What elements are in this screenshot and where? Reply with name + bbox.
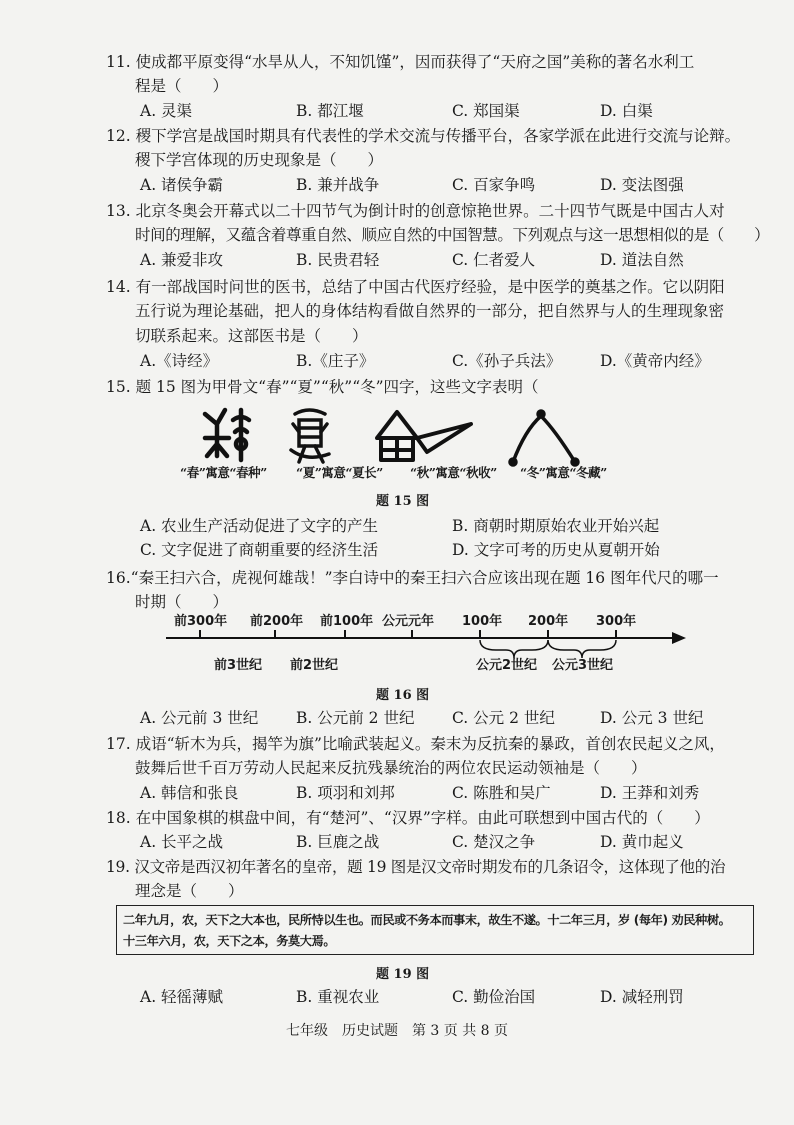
q15-option-c: C. 文字促进了商朝重要的经济生活	[140, 541, 379, 559]
q11-option-d: D. 白渠	[600, 102, 653, 120]
q16-stem-line1: 16.“秦王扫六合，虎视何雄哉！”李白诗中的秦王扫六合应该出现在题 16 图年代尺的哪一	[106, 569, 719, 587]
q17-option-c: C. 陈胜和吴广	[452, 784, 551, 802]
q11-option-c: C. 郑国渠	[452, 102, 520, 120]
q17-option-b: B. 项羽和刘邦	[296, 784, 395, 802]
timeline-tick-label: 300年	[596, 614, 637, 629]
q18-option-b: B. 巨鹿之战	[296, 833, 380, 851]
edict-line2: 十三年六月，农，天下之本，务莫大焉。	[123, 934, 336, 948]
timeline-century-label: 公元2世纪	[476, 658, 538, 673]
edict-text-box	[116, 905, 754, 955]
q18-option-a: A. 长平之战	[140, 833, 224, 851]
timeline-century-label: 前2世纪	[290, 658, 339, 673]
q12-option-b: B. 兼并战争	[296, 176, 380, 194]
q13-option-b: B. 民贵君轻	[296, 251, 380, 269]
q12-option-a: A. 诸侯争霸	[140, 176, 224, 194]
page-footer: 七年级 历史试题 第 3 页 共 8 页	[285, 1023, 509, 1039]
timeline-tick-label: 前300年	[174, 614, 228, 629]
oracle-glyph-qiu	[377, 412, 471, 460]
q12-stem-line2: 稷下学宫体现的历史现象是（ ）	[135, 151, 384, 169]
q19-option-d: D. 减轻刑罚	[600, 988, 684, 1006]
glyph-caption-qiu: “秋”寓意“秋收”	[410, 465, 497, 480]
q16-figure-caption: 题 16 图	[376, 688, 430, 703]
q14-stem-line3: 切联系起来。这部医书是（ ）	[135, 327, 368, 345]
q17-option-a: A. 韩信和张良	[140, 784, 239, 802]
q17-stem-line2: 鼓舞后世千百万劳动人民起来反抗残暴统治的两位农民运动领袖是（ ）	[135, 759, 647, 777]
timeline-tick-label: 200年	[528, 614, 569, 629]
q11-option-a: A. 灵渠	[140, 102, 193, 120]
timeline-century-label: 前3世纪	[214, 658, 263, 673]
oracle-glyph-chun	[205, 410, 249, 460]
glyph-caption-dong: “冬”寓意“冬藏”	[520, 465, 607, 480]
q16-stem-line2: 时期（ ）	[135, 593, 229, 611]
q14-stem-line1: 14. 有一部战国时问世的医书，总结了中国古代医疗经验，是中医学的奠基之作。它以阴阳	[106, 278, 725, 296]
q11-stem-line2: 程是（ ）	[135, 77, 229, 95]
q15-option-d: D. 文字可考的历史从夏朝开始	[452, 541, 660, 559]
q13-stem-line2: 时间的理解，又蕴含着尊重自然、顺应自然的中国智慧。下列观点与这一思想相似的是（ ）	[135, 226, 770, 244]
q15-figure-caption: 题 15 图	[376, 494, 430, 509]
q16-option-b: B. 公元前 2 世纪	[296, 709, 415, 727]
timeline-figure	[160, 608, 690, 678]
q13-option-a: A. 兼爱非攻	[140, 251, 224, 269]
q14-stem-line2: 五行说为理论基础，把人的身体结构看做自然界的一部分，把自然界与人的生理现象密	[135, 302, 725, 320]
q18-option-c: C. 楚汉之争	[452, 833, 536, 851]
q16-option-c: C. 公元 2 世纪	[452, 709, 555, 727]
q19-option-b: B. 重视农业	[296, 988, 380, 1006]
q13-option-c: C. 仁者爱人	[452, 251, 536, 269]
q19-figure-caption: 题 19 图	[376, 967, 430, 982]
timeline-tick-label: 100年	[462, 614, 503, 629]
q16-option-d: D. 公元 3 世纪	[600, 709, 704, 727]
q19-option-a: A. 轻徭薄赋	[140, 988, 224, 1006]
q11-option-b: B. 都江堰	[296, 102, 364, 120]
q12-stem-line1: 12. 稷下学宫是战国时期具有代表性的学术交流与传播平台，各家学派在此进行交流与论辩。	[106, 127, 741, 145]
q15-option-b: B. 商朝时期原始农业开始兴起	[452, 517, 660, 535]
q14-option-a: A.《诗经》	[140, 352, 219, 370]
q17-stem-line1: 17. 成语“斩木为兵，揭竿为旗”比喻武装起义。秦末为反抗秦的暴政，首创农民起义之风，	[106, 735, 725, 753]
q13-stem-line1: 13. 北京冬奥会开幕式以二十四节气为倒计时的创意惊艳世界。二十四节气既是中国古人对	[106, 202, 725, 220]
q14-option-d: D.《黄帝内经》	[600, 352, 710, 370]
q16-option-a: A. 公元前 3 世纪	[140, 709, 259, 727]
q14-option-c: C.《孙子兵法》	[452, 352, 562, 370]
q17-option-d: D. 王莽和刘秀	[600, 784, 700, 802]
oracle-bone-glyphs-figure	[195, 400, 605, 470]
timeline-tick-label: 前100年	[320, 614, 374, 629]
timeline-century-label: 公元3世纪	[552, 658, 614, 673]
glyph-caption-chun: “春”寓意“春种”	[180, 465, 267, 480]
q19-stem-line1: 19. 汉文帝是西汉初年著名的皇帝，题 19 图是汉文帝时期发布的几条诏令，这体现了他的治	[106, 858, 726, 876]
glyph-caption-xia: “夏”寓意“夏长”	[296, 465, 383, 480]
q18-option-d: D. 黄巾起义	[600, 833, 684, 851]
q14-option-b: B.《庄子》	[296, 352, 375, 370]
q19-option-c: C. 勤俭治国	[452, 988, 536, 1006]
q19-stem-line2: 理念是（ ）	[135, 882, 244, 900]
edict-line1: 二年九月，农，天下之大本也，民所恃以生也。而民或不务本而事末，故生不遂。十二年三月，岁 (每年) 劝民种树。	[123, 913, 731, 927]
q15-stem-line1: 15. 题 15 图为甲骨文“春”“夏”“秋”“冬”四字，这些文字表明（	[106, 378, 539, 396]
q13-option-d: D. 道法自然	[600, 251, 684, 269]
q12-option-c: C. 百家争鸣	[452, 176, 536, 194]
q15-option-a: A. 农业生产活动促进了文字的产生	[140, 517, 379, 535]
oracle-glyph-dong	[510, 411, 578, 465]
q11-stem-line1: 11. 使成都平原变得“水旱从人，不知饥馑”，因而获得了“天府之国”美称的著名水利工	[106, 53, 695, 71]
q12-option-d: D. 变法图强	[600, 176, 684, 194]
timeline-tick-label: 前200年	[250, 614, 304, 629]
timeline-tick-label: 公元元年	[382, 614, 435, 629]
q18-stem-line1: 18. 在中国象棋的棋盘中间，有“楚河”、“汉界”字样。由此可联想到中国古代的（ ）	[106, 809, 710, 827]
oracle-glyph-xia	[291, 410, 329, 462]
